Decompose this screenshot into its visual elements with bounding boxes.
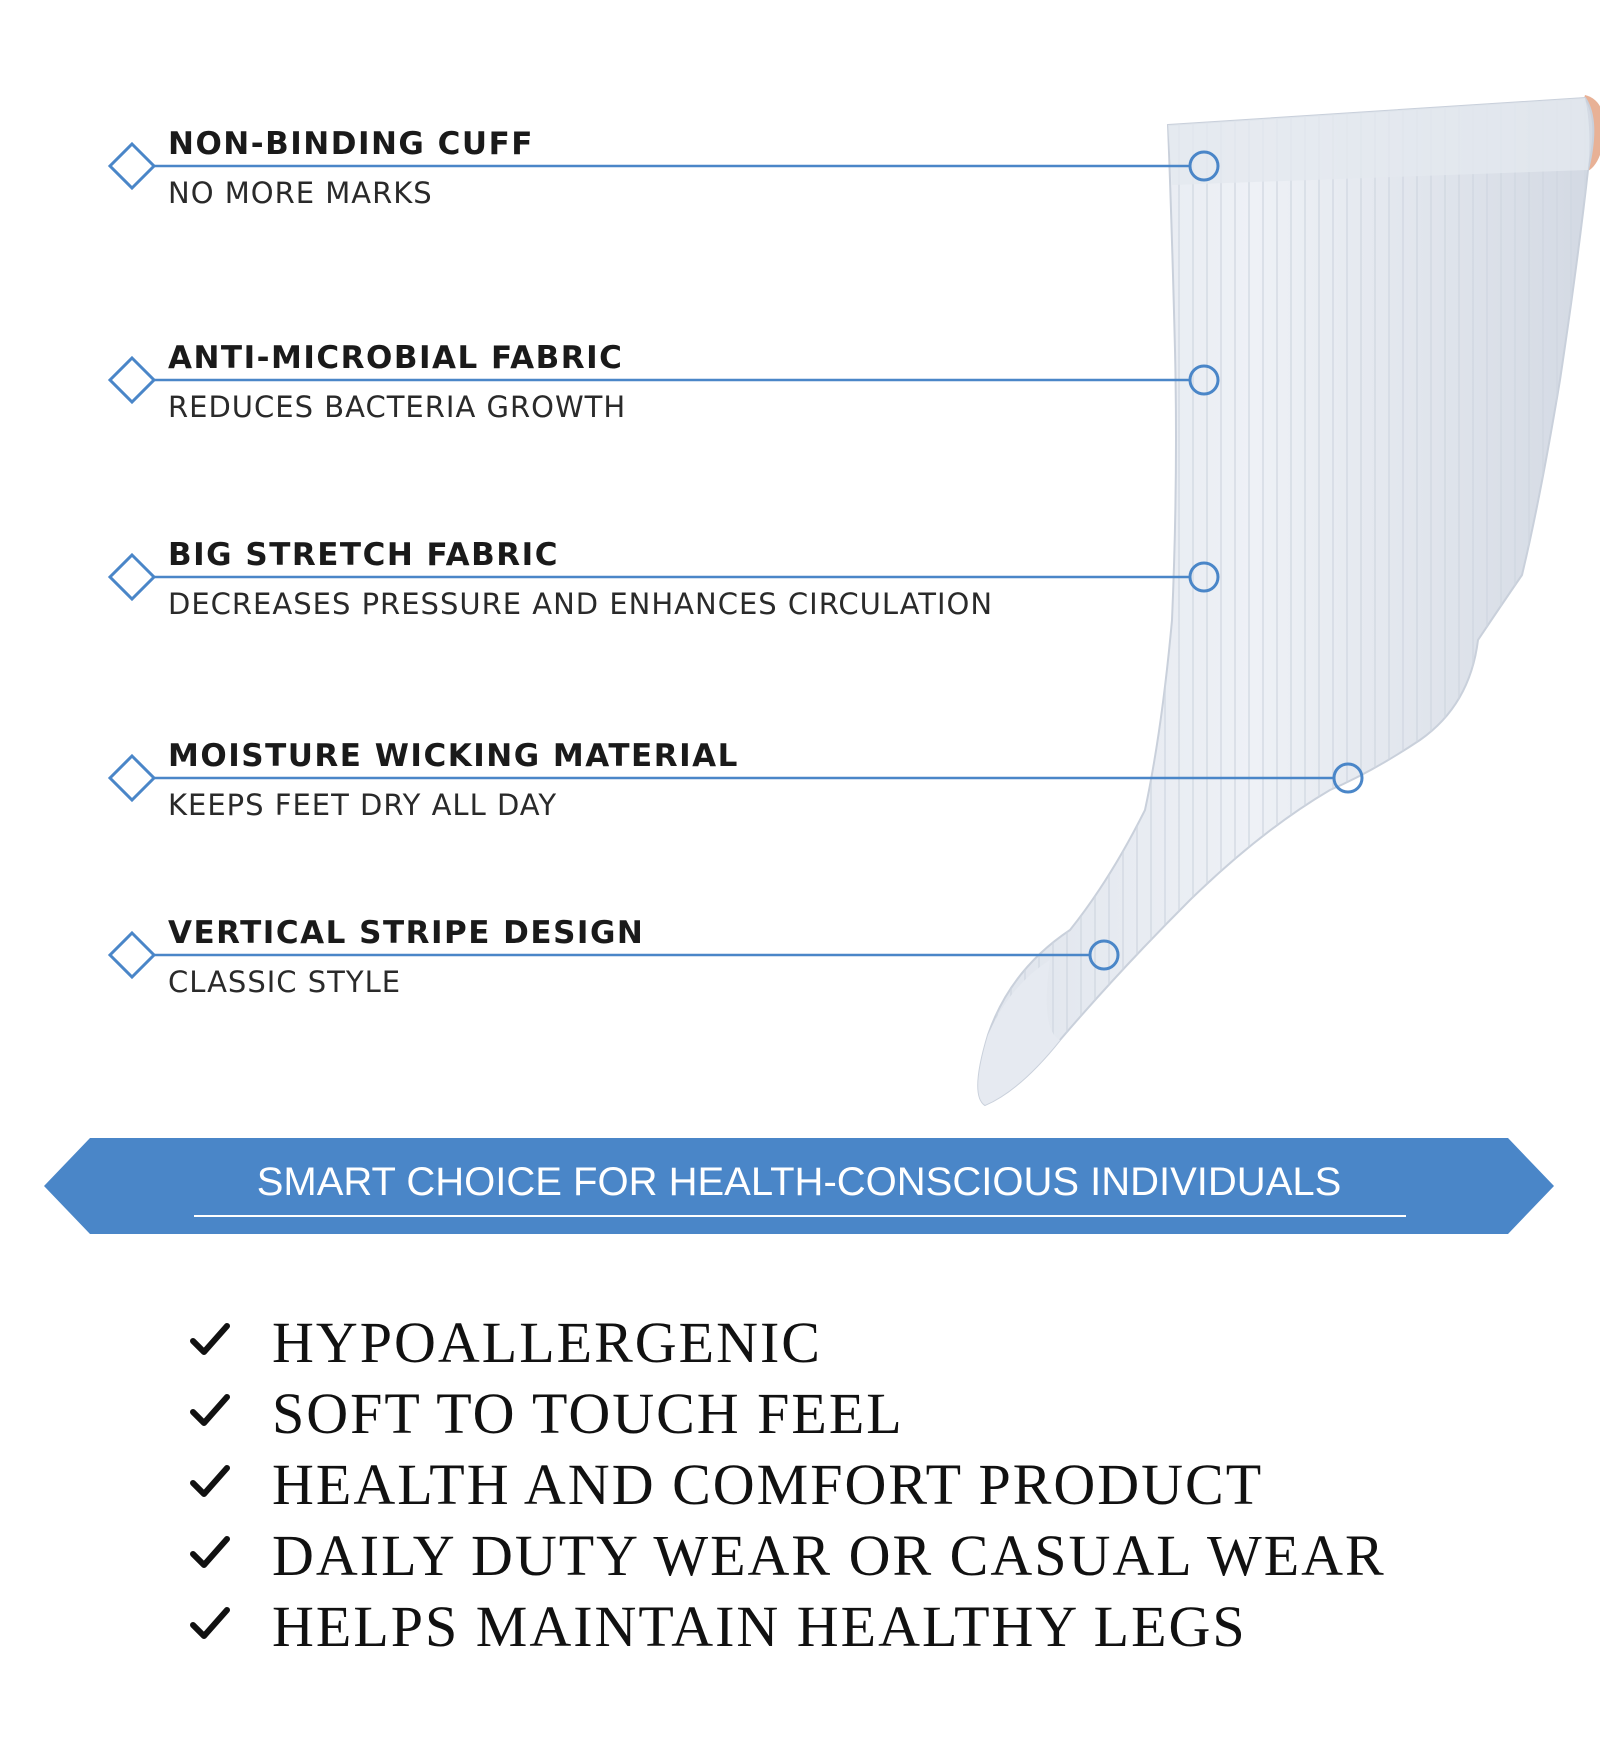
feature-subtitle: DECREASES PRESSURE AND ENHANCES CIRCULATION [168,587,994,621]
feature-moisture-wicking [0,732,1600,832]
benefit-text: HELPS MAINTAIN HEALTHY LEGS [272,1594,1247,1659]
feature-subtitle: CLASSIC STYLE [168,965,402,999]
list-item [190,1518,1490,1589]
feature-anti-microbial [0,334,1600,434]
benefit-text: SOFT TO TOUCH FEEL [272,1381,904,1446]
benefit-text: DAILY DUTY WEAR OR CASUAL WEAR [272,1523,1386,1588]
feature-subtitle: KEEPS FEET DRY ALL DAY [168,788,558,822]
checkmark-icon [190,1603,230,1643]
checkmark-icon [190,1319,230,1359]
feature-non-binding-cuff [0,120,1600,220]
list-item [190,1447,1490,1518]
benefits-list [190,1305,1490,1660]
feature-title: BIG STRETCH FABRIC [168,537,559,573]
feature-vertical-stripe [0,909,1600,1009]
feature-title: MOISTURE WICKING MATERIAL [168,738,739,774]
list-item [190,1376,1490,1447]
smart-choice-banner [44,1138,1554,1234]
checkmark-icon [190,1461,230,1501]
feature-subtitle: NO MORE MARKS [168,176,433,210]
feature-subtitle: REDUCES BACTERIA GROWTH [168,390,627,424]
checkmark-icon [190,1390,230,1430]
list-item [190,1589,1490,1660]
list-item [190,1305,1490,1376]
benefit-text: HYPOALLERGENIC [272,1310,822,1375]
banner-text: SMART CHOICE FOR HEALTH-CONSCIOUS INDIVIDUALS [256,1160,1342,1204]
checkmark-icon [190,1532,230,1572]
feature-title: ANTI-MICROBIAL FABRIC [168,340,624,376]
feature-title: VERTICAL STRIPE DESIGN [168,915,645,951]
feature-big-stretch [0,531,1600,631]
feature-title: NON-BINDING CUFF [168,126,534,162]
benefit-text: HEALTH AND COMFORT PRODUCT [272,1452,1264,1517]
